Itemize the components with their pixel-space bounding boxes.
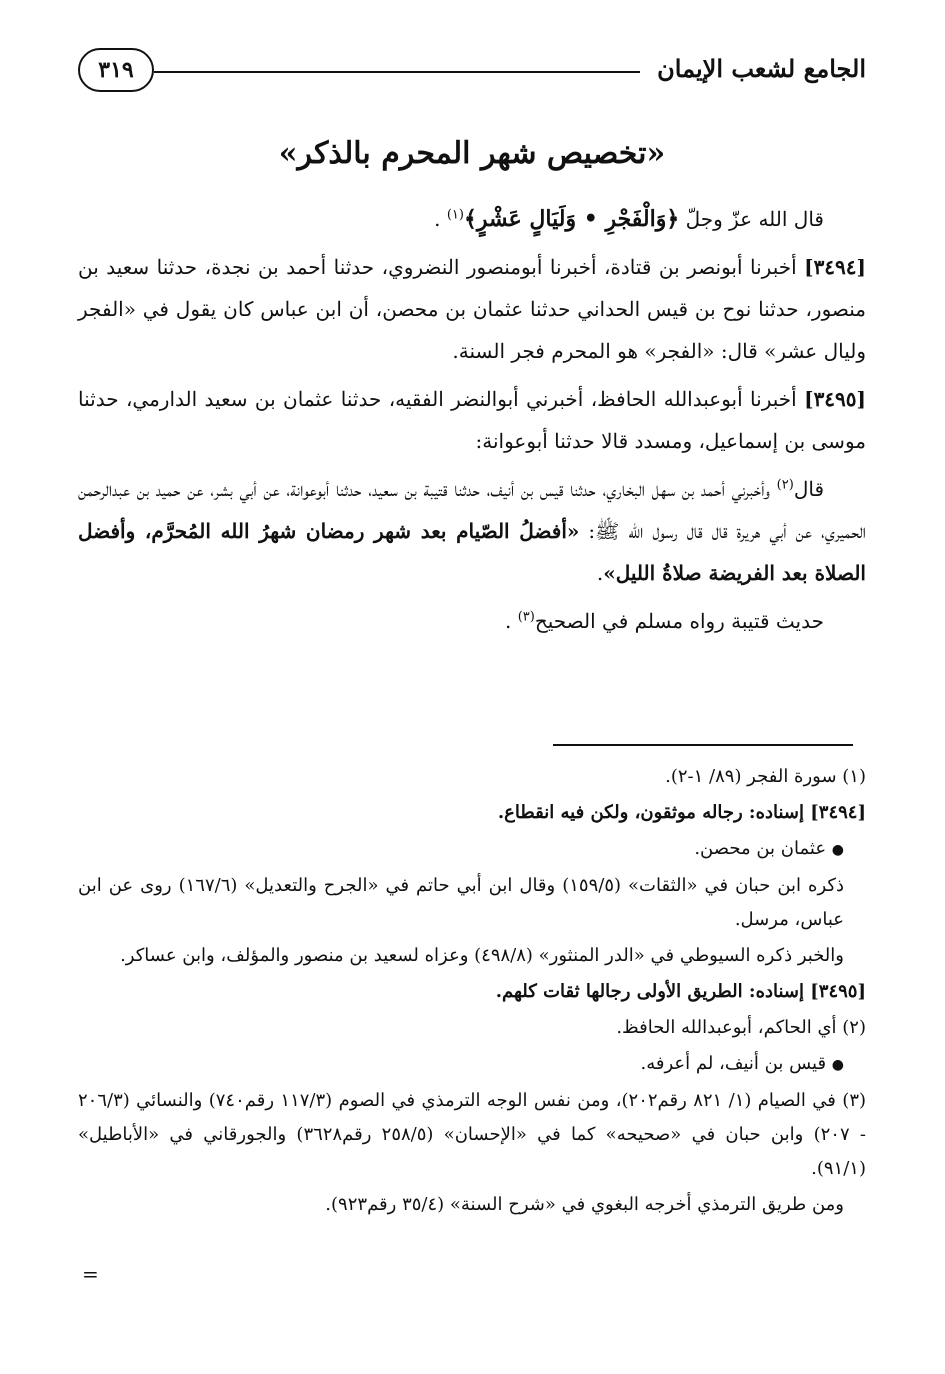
page-header [78, 44, 866, 100]
footnote-3: (٣) في الصيام (١/ ٨٢١ رقم٢٠٢)، ومن نفس الوجه الترمذي في الصوم (١١٧/٣ رقم٧٤٠) والنسائي (٢٠٦/٣ - ٢٠٧) وابن حبان في «صحيحه» كما في «الإحسان» (٢٥٨/٥ رقم٣٦٢٨) والجورقاني في «الأباطيل» (٩١/١). [78, 1090, 867, 1179]
grading-end: . [504, 609, 518, 633]
footnote-report-sources: والخبر ذكره السيوطي في «الدر المنثور» (٤٩٨/٨) وعزاه لسعيد بن منصور والمؤلف، وابن عساكر. [120, 945, 844, 966]
footnote-ref-1: (١) [446, 207, 464, 223]
footnote-narrator-note [78, 832, 866, 867]
main-text [78, 198, 866, 648]
narrator-name: عثمان بن محصن. [694, 838, 832, 859]
footnote-ref-3: (٣) [517, 609, 535, 625]
header-rule [154, 71, 640, 73]
hadith-text: أخبرنا أبونصر بن قتادة، أخبرنا أبومنصور النضروي، حدثنا أحمد بن نجدة، حدثنا سعيد بن منصور، حدثنا نوح بن قيس الحداني حدثنا عثمان بن محصن، أن ابن عباس كان يقول في «الفجر وليال عشر» قال: «الفجر» هو المحرم فجر السنة. [78, 255, 866, 363]
footnote-isnad-3494: [٣٤٩٤] إسناده: رجاله موثقون، ولكن فيه انقطاع. [497, 802, 866, 823]
hadith-chain-paragraph [78, 468, 866, 594]
chapter-title: «تخصيص شهر المحرم بالذكر» [278, 136, 666, 171]
quran-verse: ﴿وَالْفَجْرِ • وَلَيَالٍ عَشْرٍ﴾ [463, 206, 680, 232]
hadith-number: [٣٤٩٥] [804, 387, 866, 411]
citation-end: . [434, 207, 447, 231]
footnote-2: (٢) أي الحاكم، أبوعبدالله الحافظ. [616, 1017, 866, 1038]
quran-citation-paragraph [78, 198, 866, 240]
footnote-isnad-3495: [٣٤٩٥] إسناده: الطريق الأولى رجالها ثقات كلهم. [495, 981, 866, 1002]
bullet-icon: ● [831, 842, 844, 858]
grading-paragraph [78, 600, 866, 642]
chain-text: وأخبرني أحمد بن سهل البخاري، حدثنا قيس بن أنيف، حدثنا قتيبة بن سعيد، حدثنا أبوعوانة، عن أبي بشر، عن حميد بن عبدالرحمن الحميري، عن أبي هريرة قال قال رسول الله ﷺ: [78, 477, 866, 543]
hadith-paragraph-3494 [78, 246, 866, 372]
footnotes [78, 760, 866, 1224]
narrator-name: قيس بن أنيف، لم أعرفه. [640, 1053, 832, 1074]
footnote-ref-2: (٢) [776, 477, 794, 493]
page-number: ٣١٩ [78, 48, 154, 92]
footnote-3-continued: ومن طريق الترمذي أخرجه البغوي في «شرح السنة» (٣٥/٤ رقم٩٢٣). [325, 1194, 844, 1215]
footnote-narrator-sources: ذكره ابن حبان في «الثقات» (١٥٩/٥) وقال ابن أبي حاتم في «الجرح والتعديل» (١٦٧/٦) روى عن ابن عباس، مرسل. [78, 875, 844, 930]
continuation-mark: = [82, 1262, 99, 1286]
chain-end: . [596, 561, 604, 585]
hadith-text: أخبرنا أبوعبدالله الحافظ، أخبرني أبوالنضر الفقيه، حدثنا عثمان بن سعيد الدارمي، حدثنا موسى بن إسماعيل، ومسدد قالا حدثنا أبوعوانة: [78, 387, 866, 453]
bullet-icon: ● [831, 1057, 844, 1073]
running-title: الجامع لشعب الإيمان [657, 54, 866, 83]
footnote-separator [553, 744, 853, 746]
footnote-narrator-note [78, 1047, 866, 1082]
footnote-1: (١) سورة الفجر (٨٩/ ١-٢). [665, 766, 866, 787]
citation-intro: قال الله عزّ وجلّ [679, 207, 824, 231]
grading-text: حديث قتيبة رواه مسلم في الصحيح [534, 609, 824, 633]
hadith-paragraph-3495 [78, 378, 866, 462]
chain-start: قال [793, 477, 824, 501]
hadith-number: [٣٤٩٤] [804, 255, 866, 279]
prophetic-saying: «أفضلُ الصّيام بعد شهر رمضان شهرُ الله المُحرَّم، وأفضل الصلاة بعد الفريضة صلاةُ الليل» [78, 519, 866, 585]
